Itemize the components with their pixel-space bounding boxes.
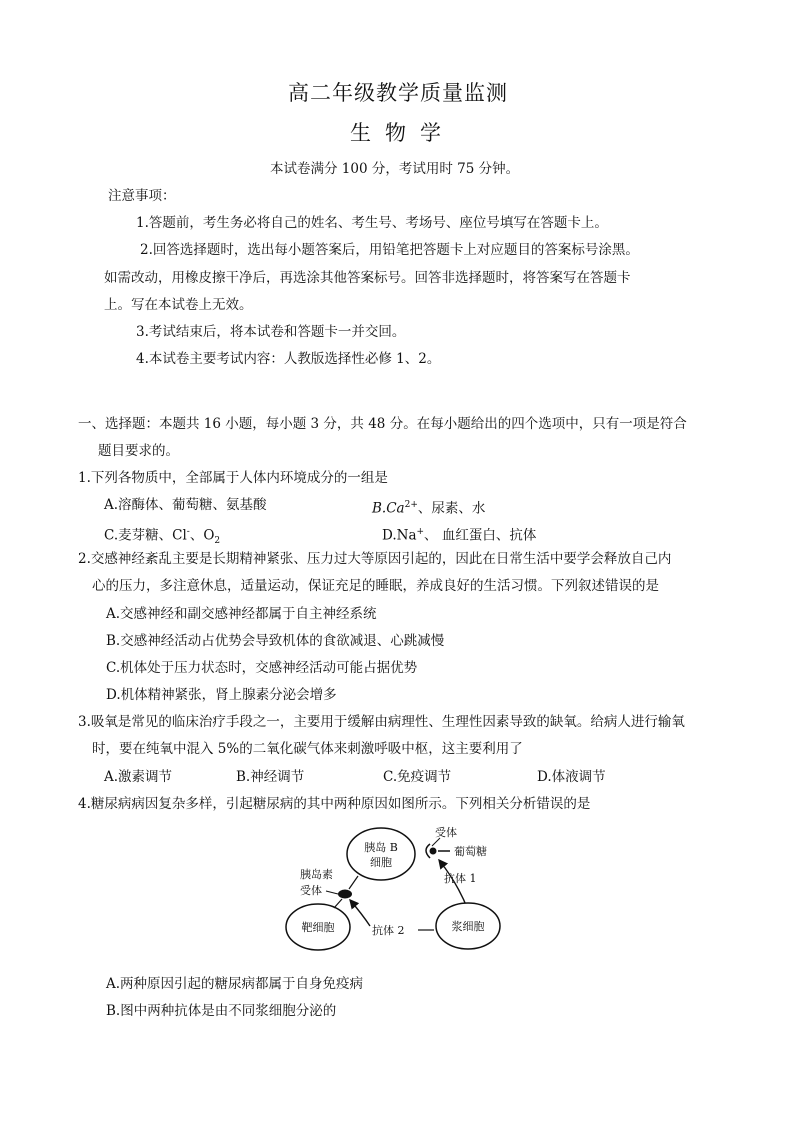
subject-char: 学	[420, 121, 441, 145]
q2-option-b: B.交感神经活动占优势会导致机体的食欲减退、心跳减慢	[106, 633, 445, 649]
islet-b-cell-circle	[347, 828, 415, 880]
q1-option-c-sub: 2	[214, 536, 221, 547]
islet-b-cell-label-2: 细胞	[370, 856, 392, 869]
question-2-stem-line-2: 心的压力，多注意休息，适量运动，保证充足的睡眠，养成良好的生活习惯。下列叙述错误的是	[92, 578, 659, 594]
islet-b-cell-label-1: 胰岛 B	[364, 841, 398, 854]
note-2-line-1: 2.回答选择题时，选出每小题答案后，用铅笔把答题卡上对应题目的答案标号涂黑。	[140, 242, 639, 258]
q1-option-b-prefix: B.Ca	[372, 500, 405, 517]
q3-option-a: A.激素调节	[104, 769, 173, 785]
page-title: 高二年级教学质量监测	[288, 81, 508, 105]
q3-option-c: C.免疫调节	[383, 769, 452, 785]
q1-option-d	[382, 524, 536, 544]
antibody-1-label: 抗体 1	[444, 872, 477, 885]
section-heading-line-2: 题目要求的。	[98, 443, 179, 459]
q4-option-b: B.图中两种抗体是由不同浆细胞分泌的	[106, 1003, 337, 1019]
q2-option-c: C.机体处于压力状态时，交感神经活动可能占据优势	[106, 660, 418, 676]
q1-option-d-prefix: D.Na	[382, 527, 417, 544]
q4-option-a: A.两种原因引起的糖尿病都属于自身免疫病	[106, 976, 364, 992]
subject-char: 物	[385, 121, 406, 145]
insulin-receptor-dot	[338, 890, 352, 899]
section-heading-line-1: 一、选择题：本题共 16 小题，每小题 3 分，共 48 分。在每小题给出的四个选项中，只有一项是符合	[78, 416, 687, 432]
islet-to-receptor-line	[349, 876, 358, 889]
receptor-top-label: 受体	[435, 826, 457, 839]
q2-option-a: A.交感神经和副交感神经都属于自主神经系统	[106, 606, 377, 622]
notes-heading: 注意事项：	[108, 188, 176, 204]
question-2-stem-line-1: 2.交感神经紊乱主要是长期精神紧张、压力过大等原因引起的，因此在日常生活中要学会释放自己内	[78, 551, 672, 567]
antibody-2-label: 抗体 2	[372, 924, 405, 937]
diabetes-cause-diagram	[278, 822, 518, 952]
plasma-cell-label: 浆细胞	[451, 920, 485, 933]
q1-option-c-mid: 、O	[189, 527, 215, 544]
q1-option-d-rest: 、 血红蛋白、抗体	[424, 527, 537, 544]
q1-option-b-sup: 2+	[404, 500, 418, 510]
question-3-stem-line-1: 3.吸氧是常见的临床治疗手段之一，主要用于缓解由病理性、生理性因素导致的缺氧。给病人进行输氧	[78, 714, 685, 730]
subject-char: 生	[350, 121, 371, 145]
insulin-pointer-line	[326, 891, 338, 894]
q1-option-c-prefix: C.麦芽糖、Cl	[104, 527, 187, 544]
q1-option-b	[372, 497, 485, 517]
q3-option-d: D.体液调节	[537, 769, 606, 785]
exam-info: 本试卷满分 100 分，考试用时 75 分钟。	[270, 161, 520, 177]
question-3-stem-line-2: 时，要在纯氧中混入 5%的二氧化碳气体来刺激呼吸中枢，这主要利用了	[92, 741, 523, 757]
receptor-pointer-line	[432, 838, 440, 846]
note-1: 1.答题前，考生务必将自己的姓名、考生号、考场号、座位号填写在答题卡上。	[136, 215, 608, 231]
note-2-line-2: 如需改动，用橡皮擦干净后，再选涂其他答案标号。回答非选择题时，将答案写在答题卡	[104, 270, 631, 286]
question-4-stem: 4.糖尿病病因复杂多样，引起糖尿病的其中两种原因如图所示。下列相关分析错误的是	[78, 796, 591, 812]
q1-option-c	[104, 524, 220, 549]
note-2-line-3: 上。写在本试卷上无效。	[104, 297, 253, 313]
q1-option-c-sup: -	[186, 527, 190, 537]
subject-title	[350, 121, 455, 145]
insulin-label-2: 受体	[300, 884, 322, 897]
note-3: 3.考试结束后，将本试卷和答题卡一并交回。	[136, 324, 406, 340]
glucose-label: 葡萄糖	[454, 845, 487, 858]
question-1-stem: 1.下列各物质中，全部属于人体内环境成分的一组是	[78, 470, 388, 486]
islet-receptor-shape	[426, 844, 430, 858]
q1-option-b-rest: 、尿素、水	[417, 500, 486, 517]
target-to-receptor-line	[334, 899, 342, 908]
q1-option-a: A.溶酶体、葡萄糖、氨基酸	[104, 497, 267, 513]
insulin-label-1: 胰岛素	[300, 868, 333, 881]
note-4: 4.本试卷主要考试内容：人教版选择性必修 1、2。	[136, 351, 441, 367]
q1-option-d-sup: +	[416, 527, 425, 537]
q3-option-b: B.神经调节	[236, 769, 305, 785]
target-cell-label: 靶细胞	[301, 921, 335, 934]
glucose-dot	[430, 848, 437, 855]
q2-option-d: D.机体精神紧张，肾上腺素分泌会增多	[106, 687, 337, 703]
antibody-2-arrow	[350, 900, 370, 926]
